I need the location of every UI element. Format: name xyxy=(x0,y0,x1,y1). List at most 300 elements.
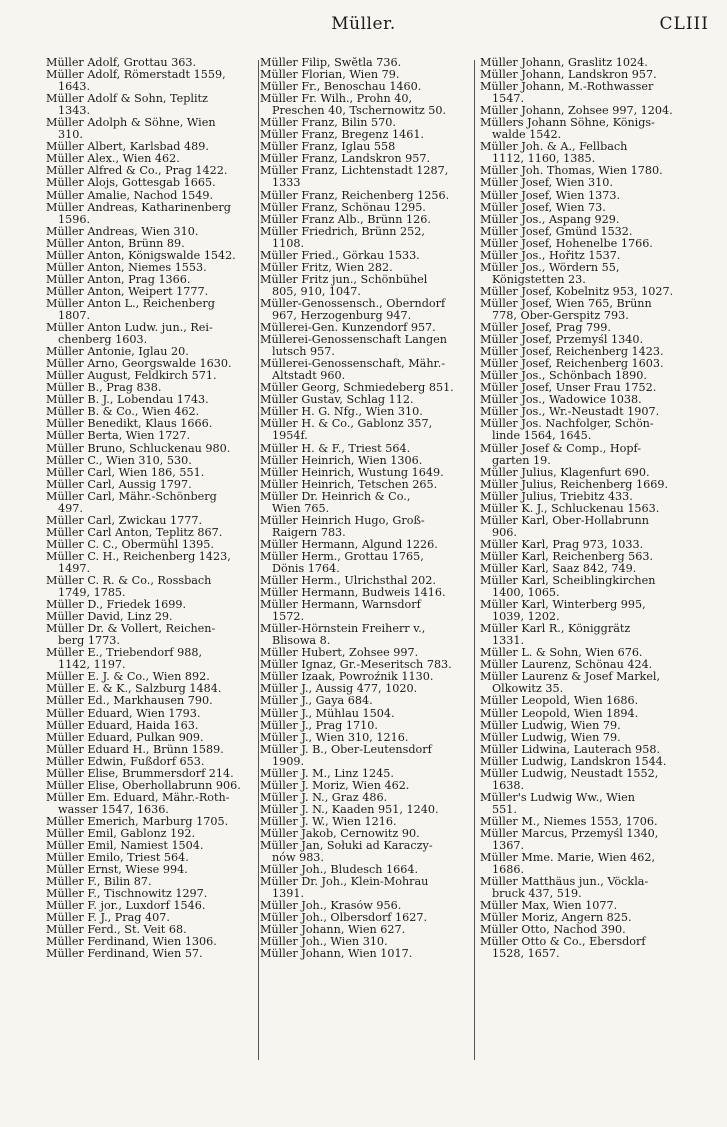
entry-line: Müller J., Gaya 684. xyxy=(260,695,373,708)
directory-entry xyxy=(260,647,476,659)
entry-line: Müller Georg, Schmiedeberg 851. xyxy=(260,382,454,395)
directory-column-1 xyxy=(46,57,258,961)
directory-entry xyxy=(480,443,702,467)
entry-line: Müller Herm., Ulrichsthal 202. xyxy=(260,575,436,588)
entry-line: Müller Fritz jun., Schönbühel xyxy=(260,273,428,286)
directory-entry xyxy=(480,900,702,912)
directory-entry xyxy=(480,720,702,732)
directory-entry xyxy=(480,515,702,539)
directory-entry xyxy=(260,828,476,840)
directory-entry xyxy=(46,732,258,744)
directory-entry xyxy=(480,599,702,623)
entry-line: Müller H. & F., Triest 564. xyxy=(260,442,411,455)
directory-entry xyxy=(480,659,702,671)
entry-line: Müller Karl, Prag 973, 1033. xyxy=(480,538,644,551)
directory-entry xyxy=(260,141,476,153)
entry-line: Müller Joh., Krasów 956. xyxy=(260,900,402,913)
entry-continuation: Raigern 783. xyxy=(272,525,346,539)
entry-line: Müller Johann, Landskron 957. xyxy=(480,69,657,82)
directory-entry xyxy=(260,443,476,455)
entry-line: Müller Dr. Joh., Klein-Mohrau xyxy=(260,876,429,889)
entry-continuation: Olkowitz 35. xyxy=(492,682,564,696)
directory-entry xyxy=(260,57,476,69)
entry-line: Müller Jos., Hořitz 1537. xyxy=(480,249,621,262)
directory-entry xyxy=(46,57,258,69)
entry-continuation: Preschen 40, Tschernowitz 50. xyxy=(272,104,447,118)
entry-continuation: 1108. xyxy=(272,236,305,250)
directory-entry xyxy=(260,720,476,732)
entry-line: Müller D., Friedek 1699. xyxy=(46,599,187,612)
directory-entry xyxy=(260,418,476,442)
entry-line: Müller Fr., Benoschau 1460. xyxy=(260,81,422,94)
directory-entry xyxy=(260,780,476,792)
entry-line: Müller Carl, Aussig 1797. xyxy=(46,478,192,491)
entry-continuation: 1807. xyxy=(58,308,91,322)
entry-line: Müller Karl, Scheiblingkirchen xyxy=(480,575,656,588)
entry-line: Müller J. N., Kaaden 951, 1240. xyxy=(260,803,439,816)
entry-line: Müller Adolf, Grottau 363. xyxy=(46,57,197,69)
entry-line: Müller Florian, Wien 79. xyxy=(260,69,400,82)
directory-entry xyxy=(480,539,702,551)
entry-line: Müllerei-Gen. Kunzendorf 957. xyxy=(260,322,436,335)
directory-entry xyxy=(46,394,258,406)
entry-line: Müller Franz, Bilin 570. xyxy=(260,117,396,130)
entry-line: Müller Bruno, Schluckenau 980. xyxy=(46,442,231,455)
entry-continuation: 1142, 1197. xyxy=(58,658,126,672)
directory-entry xyxy=(480,756,702,768)
entry-line: Müller Josef, Reichenberg 1603. xyxy=(480,358,664,371)
entry-line: Müller Filip, Swĕtla 736. xyxy=(260,57,402,69)
directory-entry xyxy=(46,708,258,720)
directory-entry xyxy=(260,358,476,382)
directory-entry xyxy=(260,948,476,960)
entry-line: Müller Karl, Winterberg 995, xyxy=(480,599,646,612)
directory-entry xyxy=(46,900,258,912)
directory-entry xyxy=(480,81,702,105)
entry-line: Müller J. N., Graz 486. xyxy=(260,791,388,804)
entry-line: Müller Carl, Zwickau 1777. xyxy=(46,514,203,527)
directory-entry xyxy=(260,912,476,924)
directory-entry xyxy=(260,659,476,671)
directory-entry xyxy=(46,695,258,707)
entry-continuation: 1909. xyxy=(272,754,305,768)
directory-entry xyxy=(480,105,702,117)
directory-entry xyxy=(46,575,258,599)
entry-line: Müller Alojs, Gottesgab 1665. xyxy=(46,177,216,190)
entry-line: Müller E. J. & Co., Wien 892. xyxy=(46,671,210,684)
entry-line: Müller H. & Co., Gablonz 357, xyxy=(260,418,433,431)
entry-line: Müller Franz Alb., Brünn 126. xyxy=(260,213,431,226)
entry-line: Müller Julius, Klagenfurt 690. xyxy=(480,466,650,479)
directory-entry xyxy=(260,382,476,394)
directory-entry xyxy=(480,334,702,346)
entry-line: Müller Franz, Landskron 957. xyxy=(260,153,431,166)
directory-column-2 xyxy=(258,57,476,961)
entry-continuation: 1367. xyxy=(492,839,525,853)
directory-entry xyxy=(46,153,258,165)
entry-line: Müller Franz, Schönau 1295. xyxy=(260,201,426,214)
entry-continuation: 310. xyxy=(58,128,83,142)
entry-line: Müller Eduard, Haida 163. xyxy=(46,719,199,732)
directory-entry xyxy=(480,346,702,358)
directory-entry xyxy=(260,551,476,575)
directory-entry xyxy=(260,924,476,936)
directory-entry xyxy=(46,202,258,226)
directory-entry xyxy=(260,190,476,202)
directory-entry xyxy=(46,948,258,960)
directory-entry xyxy=(480,262,702,286)
entry-line: Müller Ludwig, Neustadt 1552, xyxy=(480,767,659,780)
directory-entry xyxy=(260,683,476,695)
directory-entry xyxy=(46,888,258,900)
directory-entry xyxy=(46,418,258,430)
entry-line: Müller Johann, Wien 1017. xyxy=(260,948,413,961)
entry-continuation: bruck 437, 519. xyxy=(492,887,582,901)
directory-entry xyxy=(46,238,258,250)
directory-column-3 xyxy=(476,57,702,961)
entry-line: Müller Adolf, Römerstadt 1559, xyxy=(46,69,226,82)
directory-entry xyxy=(46,720,258,732)
entry-line: Müller Heinrich, Wustung 1649. xyxy=(260,466,444,479)
entry-line: Müller Anton, Königswalde 1542. xyxy=(46,249,236,262)
entry-line: Müller Jos., Aspang 929. xyxy=(480,213,620,226)
directory-entry xyxy=(260,671,476,683)
entry-line: Müller Heinrich, Tetschen 265. xyxy=(260,478,438,491)
page-number: CLIII xyxy=(659,14,709,34)
entry-line: Müller Anton, Brünn 89. xyxy=(46,237,185,250)
entry-line: Müller C. R. & Co., Rossbach xyxy=(46,575,212,588)
entry-line: Müller Josef & Comp., Hopf- xyxy=(480,442,642,455)
directory-entry xyxy=(46,93,258,117)
entry-continuation: 1643. xyxy=(58,80,91,94)
directory-entry xyxy=(480,298,702,322)
entry-continuation: Blisowa 8. xyxy=(272,634,331,648)
entry-line: Müller-Hörnstein Freiherr v., xyxy=(260,623,426,636)
entry-line: Müller Ludwig, Landskron 1544. xyxy=(480,755,667,768)
entry-line: Müller Karl, Reichenberg 563. xyxy=(480,550,654,563)
directory-entry xyxy=(480,623,702,647)
entry-line: Müller B. & Co., Wien 462. xyxy=(46,406,200,419)
entry-line: Müller Franz, Lichtenstadt 1287, xyxy=(260,165,449,178)
entry-continuation: 1343. xyxy=(58,104,91,118)
directory-entry xyxy=(46,683,258,695)
directory-entry xyxy=(260,165,476,189)
entry-line: Müller Jos., Wördern 55, xyxy=(480,261,620,274)
entry-line: Müller Otto, Nachod 390. xyxy=(480,924,626,937)
entry-continuation: walde 1542. xyxy=(492,128,562,142)
entry-line: Müller Johann, Wien 627. xyxy=(260,924,406,937)
directory-entry xyxy=(46,430,258,442)
directory-entry xyxy=(260,129,476,141)
directory-entry xyxy=(480,358,702,370)
entry-line: Müller Emil, Gablonz 192. xyxy=(46,828,196,840)
directory-entry xyxy=(480,732,702,744)
entry-line: Müller Anton, Niemes 1553. xyxy=(46,261,207,274)
entry-line: Müller Johann, Graslitz 1024. xyxy=(480,57,648,69)
directory-entry xyxy=(480,575,702,599)
entry-line: Müller Anton, Weipert 1777. xyxy=(46,285,209,298)
entry-continuation: 1749, 1785. xyxy=(58,586,126,600)
entry-line: Müller C., Wien 310, 530. xyxy=(46,454,192,467)
directory-entry xyxy=(480,406,702,418)
directory-entry xyxy=(260,334,476,358)
entry-line: Müller Friedrich, Brünn 252, xyxy=(260,225,425,238)
entry-continuation: 1638. xyxy=(492,778,525,792)
directory-entry xyxy=(260,744,476,768)
entry-line: Müller Gustav, Schlag 112. xyxy=(260,394,414,407)
directory-entry xyxy=(480,479,702,491)
directory-entry xyxy=(260,81,476,93)
directory-entry xyxy=(46,924,258,936)
entry-line: Müller Moriz, Angern 825. xyxy=(480,912,632,925)
entry-line: Müller Laurenz, Schönau 424. xyxy=(480,659,653,672)
directory-entry xyxy=(480,117,702,141)
entry-line: Müller Fr. Wilh., Prohn 40, xyxy=(260,93,413,106)
directory-entry xyxy=(480,238,702,250)
entry-line: Müllerei-Genossenschaft, Mähr.- xyxy=(260,358,445,371)
entry-continuation: 778, Ober-Gerspitz 793. xyxy=(492,308,629,322)
directory-entry xyxy=(46,852,258,864)
entry-line: Müller's Ludwig Ww., Wien xyxy=(480,791,635,804)
directory-entry xyxy=(260,515,476,539)
directory-entry xyxy=(46,262,258,274)
entry-line: Müller Carl, Wien 186, 551. xyxy=(46,466,205,479)
directory-entry xyxy=(46,406,258,418)
directory-entry xyxy=(260,322,476,334)
entry-line: Müller Adolf & Sohn, Teplitz xyxy=(46,93,208,106)
entry-line: Müller Carl Anton, Teplitz 867. xyxy=(46,526,223,539)
directory-entry xyxy=(260,117,476,129)
entry-line: Müller Fritz, Wien 282. xyxy=(260,261,393,274)
entry-continuation: 551. xyxy=(492,802,517,816)
directory-entry xyxy=(46,165,258,177)
entry-line: Müller Joh. & A., Fellbach xyxy=(480,141,628,154)
entry-line: Müller Joh., Bludesch 1664. xyxy=(260,864,419,877)
page-header xyxy=(0,0,727,40)
directory-entry xyxy=(260,467,476,479)
entry-line: Müllerei-Genossenschaft Langen xyxy=(260,334,447,347)
entry-continuation: 1954f. xyxy=(272,429,308,443)
directory-entry xyxy=(260,298,476,322)
directory-entry xyxy=(480,491,702,503)
entry-line: Müller F. jor., Luxdorf 1546. xyxy=(46,900,206,913)
entry-continuation: 1497. xyxy=(58,561,91,575)
entry-line: Müller Franz, Iglau 558 xyxy=(260,141,396,154)
entry-continuation: chenberg 1603. xyxy=(58,333,148,347)
entry-continuation: 1528, 1657. xyxy=(492,947,560,961)
entry-line: Müller J. Moriz, Wien 462. xyxy=(260,779,410,792)
entry-line: Müller Karl, Ober-Hollabrunn xyxy=(480,514,649,527)
entry-line: Müller Eduard H., Brünn 1589. xyxy=(46,743,224,756)
entry-line: Müller Josef, Wien 310. xyxy=(480,177,613,190)
directory-entry xyxy=(46,864,258,876)
directory-entry xyxy=(46,623,258,647)
entry-continuation: wasser 1547, 1636. xyxy=(58,802,169,816)
directory-entry xyxy=(46,491,258,515)
entry-continuation: 1112, 1160, 1385. xyxy=(492,152,596,166)
entry-line: Müller Herm., Grottau 1765, xyxy=(260,550,424,563)
directory-entry xyxy=(260,93,476,117)
entry-continuation: linde 1564, 1645. xyxy=(492,429,592,443)
entry-line: Müller L. & Sohn, Wien 676. xyxy=(480,647,643,660)
entry-continuation: 1400, 1065. xyxy=(492,586,560,600)
entry-continuation: 1572. xyxy=(272,610,305,624)
entry-line: Müller Ludwig, Wien 79. xyxy=(480,719,621,732)
entry-line: Müller Johann, M.-Rothwasser xyxy=(480,81,654,94)
entry-line: Müller Jos., Wr.-Neustadt 1907. xyxy=(480,406,660,419)
entry-line: Müller Josef, Wien 765, Brünn xyxy=(480,297,652,310)
directory-entry xyxy=(46,756,258,768)
entry-line: Müller Andreas, Wien 310. xyxy=(46,225,199,238)
entry-line: Müller Heinrich, Wien 1306. xyxy=(260,454,423,467)
directory-entry xyxy=(46,828,258,840)
directory-entry xyxy=(46,298,258,322)
directory-entry xyxy=(46,69,258,93)
entry-continuation: 1333 xyxy=(272,176,301,190)
entry-continuation: nów 983. xyxy=(272,851,324,865)
directory-entry xyxy=(480,563,702,575)
entry-line: Müller Karl, Saaz 842, 749. xyxy=(480,562,637,575)
directory-entry xyxy=(46,250,258,262)
directory-entry xyxy=(260,732,476,744)
directory-entry xyxy=(480,695,702,707)
entry-continuation: berg 1773. xyxy=(58,634,120,648)
entry-line: Müller Elise, Oberhollabrunn 906. xyxy=(46,779,241,792)
entry-line: Müller Franz, Reichenberg 1256. xyxy=(260,189,450,202)
entry-line: Müller Eduard, Pulkan 909. xyxy=(46,731,204,744)
directory-entry xyxy=(260,69,476,81)
entry-line: Müller Dr. Heinrich & Co., xyxy=(260,490,411,503)
entry-line: Müller Jos. Nachfolger, Schön- xyxy=(480,418,654,431)
directory-entry xyxy=(480,467,702,479)
entry-line: Müller Berta, Wien 1727. xyxy=(46,430,191,443)
entry-line: Müller Josef, Wien 1373. xyxy=(480,189,621,202)
directory-entry xyxy=(260,599,476,623)
entry-line: Müller Leopold, Wien 1686. xyxy=(480,695,639,708)
directory-entry xyxy=(260,816,476,828)
entry-line: Müller Jan, Sołuki ad Karaczy- xyxy=(260,840,433,853)
entry-line: Müller Josef, Unser Frau 1752. xyxy=(480,382,657,395)
directory-entry xyxy=(480,876,702,900)
entry-line: Müller Josef, Kobelnitz 953, 1027. xyxy=(480,285,674,298)
entry-line: Müller F. J., Prag 407. xyxy=(46,912,170,925)
entry-line: Müller Jos., Wadowice 1038. xyxy=(480,394,642,407)
entry-line: Müller Emil, Namiest 1504. xyxy=(46,840,204,853)
entry-line: Müller Eduard, Wien 1793. xyxy=(46,707,201,720)
entry-line: Müller J. M., Linz 1245. xyxy=(260,767,394,780)
entry-line: Müller J., Aussig 477, 1020. xyxy=(260,683,418,696)
directory-entry xyxy=(46,190,258,202)
entry-line: Müllers Johann Söhne, Königs- xyxy=(480,117,655,130)
entry-line: Müller Benedikt, Klaus 1666. xyxy=(46,418,213,431)
entry-continuation: 1391. xyxy=(272,887,305,901)
entry-continuation: 1686. xyxy=(492,863,525,877)
directory-entry xyxy=(46,816,258,828)
entry-line: Müller Heinrich Hugo, Groß- xyxy=(260,514,425,527)
directory-entry xyxy=(480,250,702,262)
directory-entry xyxy=(260,539,476,551)
entry-continuation: 906. xyxy=(492,525,517,539)
entry-line: Müller Edwin, Fußdorf 653. xyxy=(46,755,205,768)
entry-line: Müller Matthäus jun., Vöckla- xyxy=(480,876,649,889)
directory-entry xyxy=(260,455,476,467)
directory-entry xyxy=(260,840,476,864)
directory-entry xyxy=(480,936,702,960)
directory-entry xyxy=(260,695,476,707)
entry-line: Müller Adolph & Söhne, Wien xyxy=(46,117,216,130)
directory-entry xyxy=(260,406,476,418)
entry-line: Müller Franz, Bregenz 1461. xyxy=(260,129,424,142)
entry-line: Müller Elise, Brummersdorf 214. xyxy=(46,767,234,780)
directory-entry xyxy=(480,503,702,515)
entry-line: Müller Josef, Gmünd 1532. xyxy=(480,225,633,238)
entry-continuation: 1331. xyxy=(492,634,525,648)
entry-line: Müller Lidwina, Lauterach 958. xyxy=(480,743,661,756)
entry-line: Müller J., Prag 1710. xyxy=(260,719,378,732)
directory-entry xyxy=(260,394,476,406)
directory-entry xyxy=(260,274,476,298)
directory-entry xyxy=(260,623,476,647)
entry-line: Müller Laurenz & Josef Markel, xyxy=(480,671,661,684)
entry-line: Müller Ferdinand, Wien 57. xyxy=(46,948,203,961)
directory-entry xyxy=(46,599,258,611)
entry-continuation: Wien 765. xyxy=(272,501,330,515)
directory-entry xyxy=(480,370,702,382)
directory-entry xyxy=(480,924,702,936)
directory-entry xyxy=(46,382,258,394)
entry-continuation: Königstetten 23. xyxy=(492,272,586,286)
entry-line: Müller Ferdinand, Wien 1306. xyxy=(46,936,217,949)
entry-continuation: 805, 910, 1047. xyxy=(272,284,361,298)
entry-continuation: 1596. xyxy=(58,212,91,226)
entry-line: Müller David, Linz 29. xyxy=(46,611,173,624)
directory-entry xyxy=(260,262,476,274)
directory-entry xyxy=(46,286,258,298)
directory-entry xyxy=(46,527,258,539)
entry-line: Müller Ludwig, Wien 79. xyxy=(480,731,621,744)
entry-line: Müller Antonie, Iglau 20. xyxy=(46,346,189,359)
entry-line: Müller K. J., Schluckenau 1563. xyxy=(480,502,660,515)
directory-entry xyxy=(480,394,702,406)
directory-entry xyxy=(260,768,476,780)
entry-line: Müller Jos., Schönbach 1890. xyxy=(480,370,647,383)
entry-line: Müller F., Tischnowitz 1297. xyxy=(46,888,208,901)
directory-entry xyxy=(260,491,476,515)
entry-line: Müller Ignaz, Gr.-Meseritsch 783. xyxy=(260,659,452,672)
directory-entry xyxy=(46,226,258,238)
directory-entry xyxy=(46,443,258,455)
directory-entry xyxy=(480,226,702,238)
entry-line: Müller Julius, Reichenberg 1669. xyxy=(480,478,669,491)
directory-entry xyxy=(46,792,258,816)
entry-continuation: 1547. xyxy=(492,92,525,106)
directory-entry xyxy=(46,141,258,153)
directory-entry xyxy=(260,708,476,720)
entry-line: Müller Josef, Hohenelbe 1766. xyxy=(480,237,653,250)
directory-entry xyxy=(260,792,476,804)
directory-entry xyxy=(260,214,476,226)
directory-entry xyxy=(46,467,258,479)
entry-line: Müller Alex., Wien 462. xyxy=(46,153,180,166)
directory-entry xyxy=(46,479,258,491)
directory-entry xyxy=(46,840,258,852)
entry-line: Müller Karl R., Königgrätz xyxy=(480,623,631,636)
directory-entry xyxy=(46,322,258,346)
directory-entry xyxy=(480,671,702,695)
directory-entry xyxy=(480,382,702,394)
entry-line: Müller Hubert, Zohsee 997. xyxy=(260,647,419,660)
directory-entry xyxy=(46,876,258,888)
